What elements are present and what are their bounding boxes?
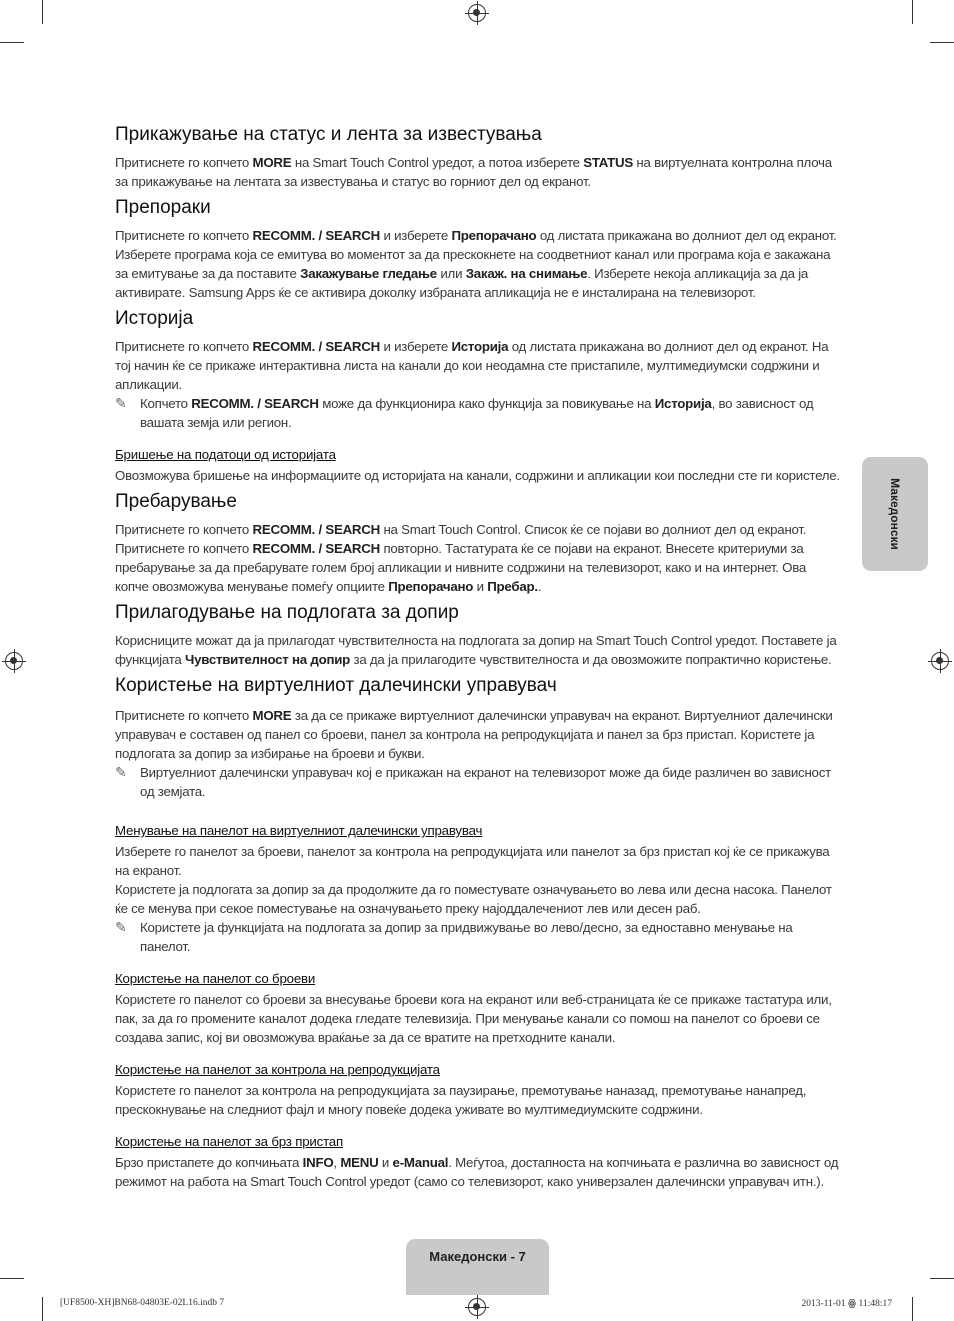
section-title: Пребарување: [115, 491, 237, 512]
subsection-title: Користење на панелот со броеви: [115, 971, 316, 986]
subsection-title: Користење на панелот за контрола на репродукцијата: [115, 1062, 440, 1077]
note: ✎ Виртуелниот далечински управувач кој е прикажан на екранот на телевизорот може да биде различен во зависност од земјата.: [115, 764, 831, 799]
footer-file-info: [UF8500-XH]BN68-04803E-02L16.indb 7: [60, 1298, 225, 1308]
subsection-text: Користете го панелот за контрола на репродукцијата за паузирање, премотување наназад, премотување нанапред, прескокнување на следниот фајл и многу повеќе додека уживате во мултимедиумските содржини.: [115, 1083, 807, 1117]
subsection-text: Овозможува бришење на информациите од историјата на канали, содржини и апликации кои последни сте ги користеле.: [115, 468, 840, 483]
footer-timestamp: 2013-11-01 ꙮ 11:48:17: [801, 1299, 892, 1309]
page-number: Македонски - 7: [429, 1249, 526, 1264]
section-text: Притиснете го копчето RECOMM. / SEARCH и изберете Историја од листата прикажана во долниот дел од екранот. На тој начин ќе се прикаже интерактивна листа на канали до кои неодамна сте пристапиле, мултимедиумски содржини и апликации.: [115, 339, 829, 392]
crop-mark: [930, 42, 954, 43]
crop-mark: [42, 0, 43, 24]
registration-mark-icon: [468, 4, 486, 22]
registration-mark-icon: [468, 1298, 486, 1316]
section-history: [115, 308, 841, 485]
section-title: Користење на виртуелниот далечински управувач: [115, 675, 557, 696]
section-text: Корисниците можат да ја прилагодат чувствителноста на подлогата за допир на Smart Touch Control уредот. Поставете ја функцијата Чувствителност на допир за да ја прилагодите чувствителноста и да овозможите попрактично користење.: [115, 633, 837, 667]
crop-mark: [912, 1297, 913, 1321]
section-text: Притиснете го копчето MORE на Smart Touch Control уредот, а потоа изберете STATUS на виртуелната контролна плоча за прикажување на лентата за известувања и статус во горниот дел од екранот.: [115, 155, 832, 189]
subsection-text: Користете ја подлогата за допир за да продолжите да го поместувате означувањето во лева или десна насока. Панелот ќе се менува при секое поместување на означувањето преку најоддалечениот лев или десен раб.: [115, 882, 832, 916]
section-status: [115, 124, 841, 191]
crop-mark: [42, 1297, 43, 1321]
subsection-text: Изберете го панелот за броеви, панелот за контрола на репродукцијата или панелот за брз пристап кој ќе се прикажува на екранот.: [115, 844, 830, 878]
registration-mark-icon: [5, 652, 23, 670]
section-title: Прилагодување на подлогата за допир: [115, 602, 459, 623]
crop-mark: [0, 42, 24, 43]
section-browse: [115, 491, 841, 596]
subsection-title: Менување на панелот на виртуелниот далечински управувач: [115, 823, 483, 838]
section-text: Притиснете го копчето RECOMM. / SEARCH и изберете Препорачано од листата прикажана во долниот дел од екранот. Изберете програма која се емитува во моментот за да прескокнете на соодветниот канал или програма која е закажана за емитување за да поставите Закажување гледање или Закаж. на снимање. Изберете некоја апликација за да ја активирате. Samsung Apps ќе се активира доколку избраната апликација не е инсталирана на телевизорот.: [115, 228, 837, 300]
section-text: Притиснете го копчето RECOMM. / SEARCH на Smart Touch Control. Список ќе се појави во долниот дел од екранот. Притиснете го копчето RECOMM. / SEARCH повторно. Тастатурата ќе се појави на екранот. Внесете критериуми за пребарување за да пребарувате голем број апликации и нивните содржини на телевизорот, како и на интернет. Ова копче овозможува менување помеѓу опциите Препорачано и Пребар..: [115, 522, 807, 594]
section-title: Историја: [115, 308, 194, 329]
subsection-text: Брзо пристапете до копчињата INFO, MENU и e-Manual. Меѓутоа, достапноста на копчињата е различна во зависност од режимот на работа на Smart Touch Control уредот (само со телевизорот, како универзален далечински управувач итн.).: [115, 1155, 839, 1189]
section-touchpad: [115, 602, 841, 669]
section-title: Прикажување на статус и лента за известувања: [115, 124, 542, 145]
pencil-note-icon: ✎: [115, 395, 127, 411]
pencil-note-icon: ✎: [115, 764, 127, 780]
subsection-title: Користење на панелот за брз пристап: [115, 1134, 344, 1149]
note: ✎ Копчето RECOMM. / SEARCH може да функционира како функција за повикување на Историја, во зависност од вашата земја или регион.: [115, 395, 814, 430]
crop-mark: [912, 0, 913, 24]
pencil-note-icon: ✎: [115, 919, 127, 935]
registration-mark-icon: [931, 652, 949, 670]
section-virtual-remote: [115, 675, 841, 1191]
page-content: [115, 124, 841, 1197]
side-tab-label: Македонски: [888, 478, 902, 550]
section-recommend: [115, 197, 841, 302]
section-text: Притиснете го копчето MORE за да се прикаже виртуелниот далечински управувач на екранот. Виртуелниот далечински управувач е составен од панел со броеви, панел за контрола на репродукцијата и панел за брз пристап. Користете ја подлогата за допир за избирање на броеви и букви.: [115, 708, 833, 761]
page-number-tab: [406, 1239, 549, 1295]
crop-mark: [0, 1278, 24, 1279]
note: ✎ Користете ја функцијата на подлогата за допир за придвижување во лево/десно, за едноставно менување на панелот.: [115, 919, 793, 954]
subsection-text: Користете го панелот со броеви за внесување броеви кога на екранот или веб-страницата ќе се прикаже тастатура или, пак, за да го промените каналот додека гледате телевизија. При менување канали со помош на панелот со броеви се создава запис, кој ви овозможува враќање за да се вратите на претходните канали.: [115, 992, 832, 1045]
section-title: Препораки: [115, 197, 211, 218]
language-side-tab: [862, 457, 928, 571]
crop-mark: [930, 1278, 954, 1279]
subsection-title: Бришење на податоци од историјата: [115, 447, 336, 462]
